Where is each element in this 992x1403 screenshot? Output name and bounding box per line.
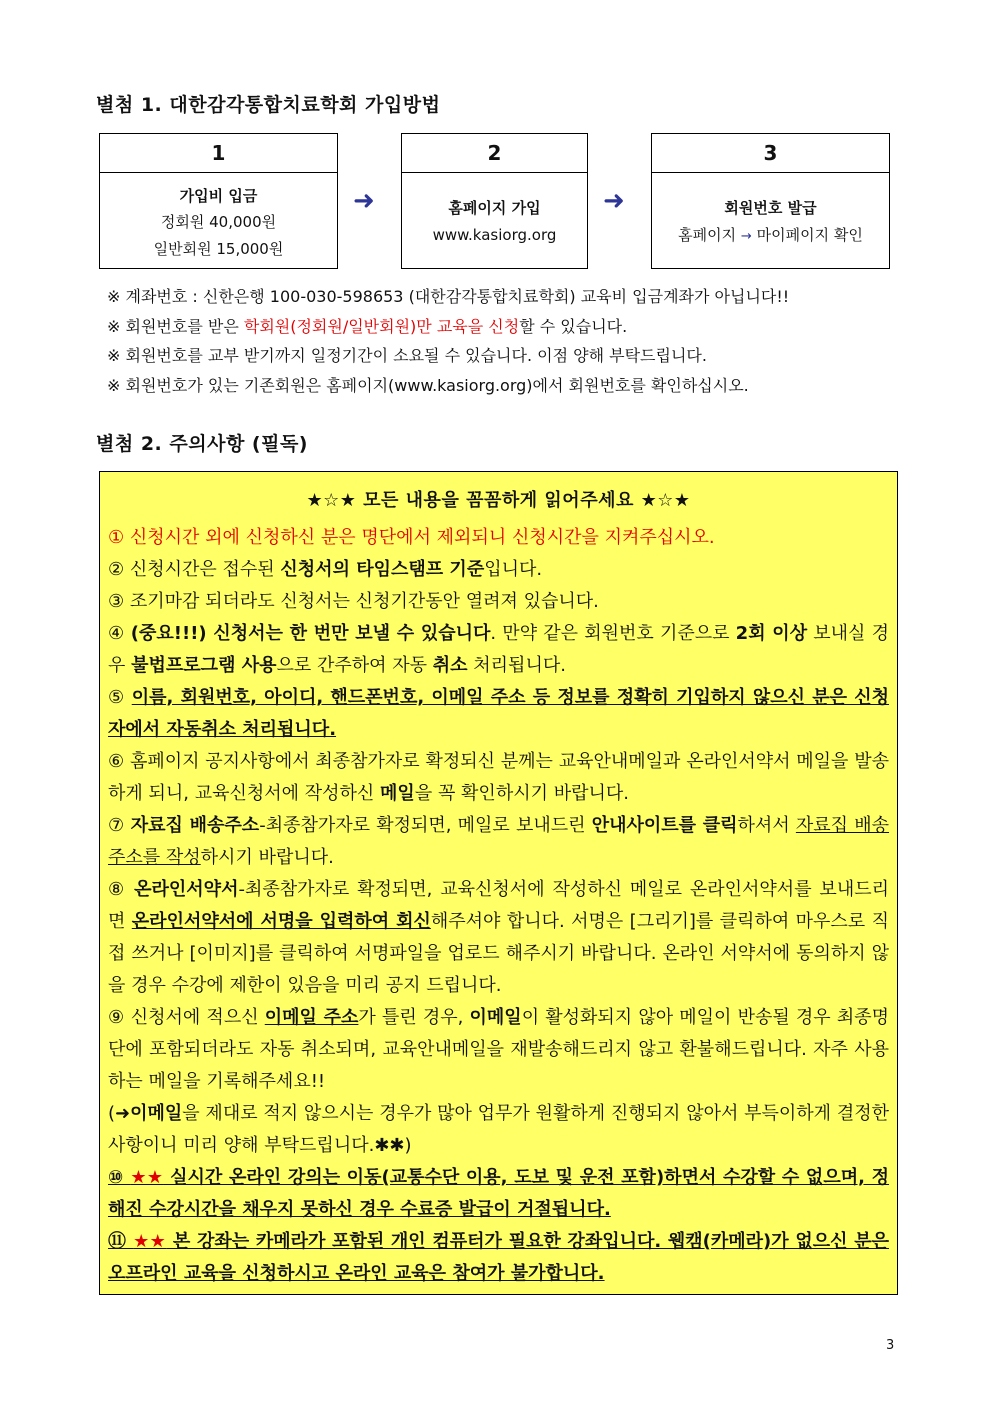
step-heading: 홈페이지 가입 xyxy=(448,199,541,217)
star-icon: ★★ xyxy=(133,1231,167,1252)
step-heading: 가입비 입금 xyxy=(179,187,258,205)
caution-item-2: ② 신청시간은 접수된 신청서의 타임스탬프 기준입니다. xyxy=(108,559,543,580)
caution-title: ★☆★ 모든 내용을 꼼꼼하게 읽어주세요 ★☆★ xyxy=(306,490,691,511)
note-time: ※ 회원번호를 교부 받기까지 일정기간이 소요될 수 있습니다. 이점 양해 부탁드립니다. xyxy=(107,346,707,365)
caution-item-5: ⑤ 이름, 회원번호, 아이디, 핸드폰번호, 이메일 주소 등 정보를 정확히 기입하지 않으신 분은 신청자에서 자동취소 처리됩니다. xyxy=(108,687,889,740)
step-1-box xyxy=(99,133,338,269)
caution-item-6: ⑥ 홈페이지 공지사항에서 최종참가자로 확정되신 분께는 교육안내메일과 온라인서약서 메일을 발송하게 되니, 교육신청서에 작성하신 메일을 꼭 확인하시기 바랍니다. xyxy=(108,751,889,804)
step-detail: 홈페이지 → 마이페이지 확인 xyxy=(678,226,863,244)
caution-item-8: ⑧ 온라인서약서-최종참가자로 확정되면, 교육신청서에 작성하신 메일로 온라인서약서를 보내드리면 온라인서약서에 서명을 입력하여 회신해주셔야 합니다. 서명은 [그리기]를 클릭하여 마우스로 직접 쓰거나 [이미지]를 클릭하여 서명파일을 업로드 해주시기 바랍니다. 온라인 서약서에 동의하지 않을 경우 수강에 제한이 있음을 미리 공지 드립니다. xyxy=(108,879,889,996)
small-arrow-icon: → xyxy=(740,229,752,244)
note-member-only: ※ 회원번호를 받은 학회원(정회원/일반회원)만 교육을 신청할 수 있습니다. xyxy=(107,316,628,336)
right-arrow-icon: ➜ xyxy=(603,186,625,216)
caution-item-11: ⑪ ★★ 본 강좌는 카메라가 포함된 개인 컴퓨터가 필요한 강좌입니다. 웹캠(카메라)가 없으신 분은 오프라인 교육을 신청하시고 온라인 교육은 참여가 불가합니다. xyxy=(108,1231,889,1284)
right-arrow-icon: ➜ xyxy=(353,186,375,216)
caution-item-9-note: (➜이메일을 제대로 적지 않으시는 경우가 많아 업무가 원활하게 진행되지 않아서 부득이하게 결정한 사항이니 미리 양해 부탁드립니다.✱✱) xyxy=(108,1103,889,1156)
fee-regular: 정회원 40,000원 xyxy=(160,213,277,231)
star-icon: ★★ xyxy=(130,1167,164,1188)
caution-item-9: ⑨ 신청서에 적으신 이메일 주소가 틀린 경우, 이메일이 활성화되지 않아 메일이 반송될 경우 최종명단에 포함되더라도 자동 취소되며, 교육안내메일을 재발송해드리지 않고 환불해드립니다. 자주 사용하는 메일을 기록해주세요!! xyxy=(108,1007,889,1092)
page-number: 3 xyxy=(886,1338,895,1353)
caution-box xyxy=(99,471,898,1295)
homepage-url: www.kasiorg.org xyxy=(432,226,557,244)
section1-title: 별첨 1. 대한감각통합치료학회 가입방법 xyxy=(96,94,441,116)
note-existing: ※ 회원번호가 있는 기존회원은 홈페이지(www.kasiorg.org)에서 회원번호를 확인하십시오. xyxy=(107,375,749,395)
step-number: 1 xyxy=(100,134,337,173)
note-account: ※ 계좌번호 : 신한은행 100-030-598653 (대한감각통합치료학회) 교육비 입금계좌가 아닙니다!! xyxy=(107,287,790,306)
step-number: 2 xyxy=(402,134,587,173)
caution-item-10: ⑩ ★★ 실시간 온라인 강의는 이동(교통수단 이용, 도보 및 운전 포함)하면서 수강할 수 없으며, 정해진 수강시간을 채우지 못하신 경우 수료증 발급이 거절됩니다. xyxy=(108,1167,890,1220)
step-2-box xyxy=(401,133,588,269)
step-3-box xyxy=(651,133,890,269)
section2-title: 별첨 2. 주의사항 (필독) xyxy=(96,433,308,455)
step-number: 3 xyxy=(652,134,889,173)
caution-item-4: ④ (중요!!!) 신청서는 한 번만 보낼 수 있습니다. 만약 같은 회원번호 기준으로 2회 이상 보내실 경우 불법프로그램 사용으로 간주하여 자동 취소 처리됩니다. xyxy=(108,623,889,676)
fee-general: 일반회원 15,000원 xyxy=(153,240,284,258)
notes-list xyxy=(107,282,907,400)
caution-item-7: ⑦ 자료집 배송주소-최종참가자로 확정되면, 메일로 보내드린 안내사이트를 클릭하셔서 자료집 배송주소를 작성하시기 바랍니다. xyxy=(108,815,890,868)
caution-item-1: ① 신청시간 외에 신청하신 분은 명단에서 제외되니 신청시간을 지켜주십시오. xyxy=(108,527,715,548)
caution-item-3: ③ 조기마감 되더라도 신청서는 신청기간동안 열려져 있습니다. xyxy=(108,591,599,612)
step-heading: 회원번호 발급 xyxy=(724,199,817,217)
